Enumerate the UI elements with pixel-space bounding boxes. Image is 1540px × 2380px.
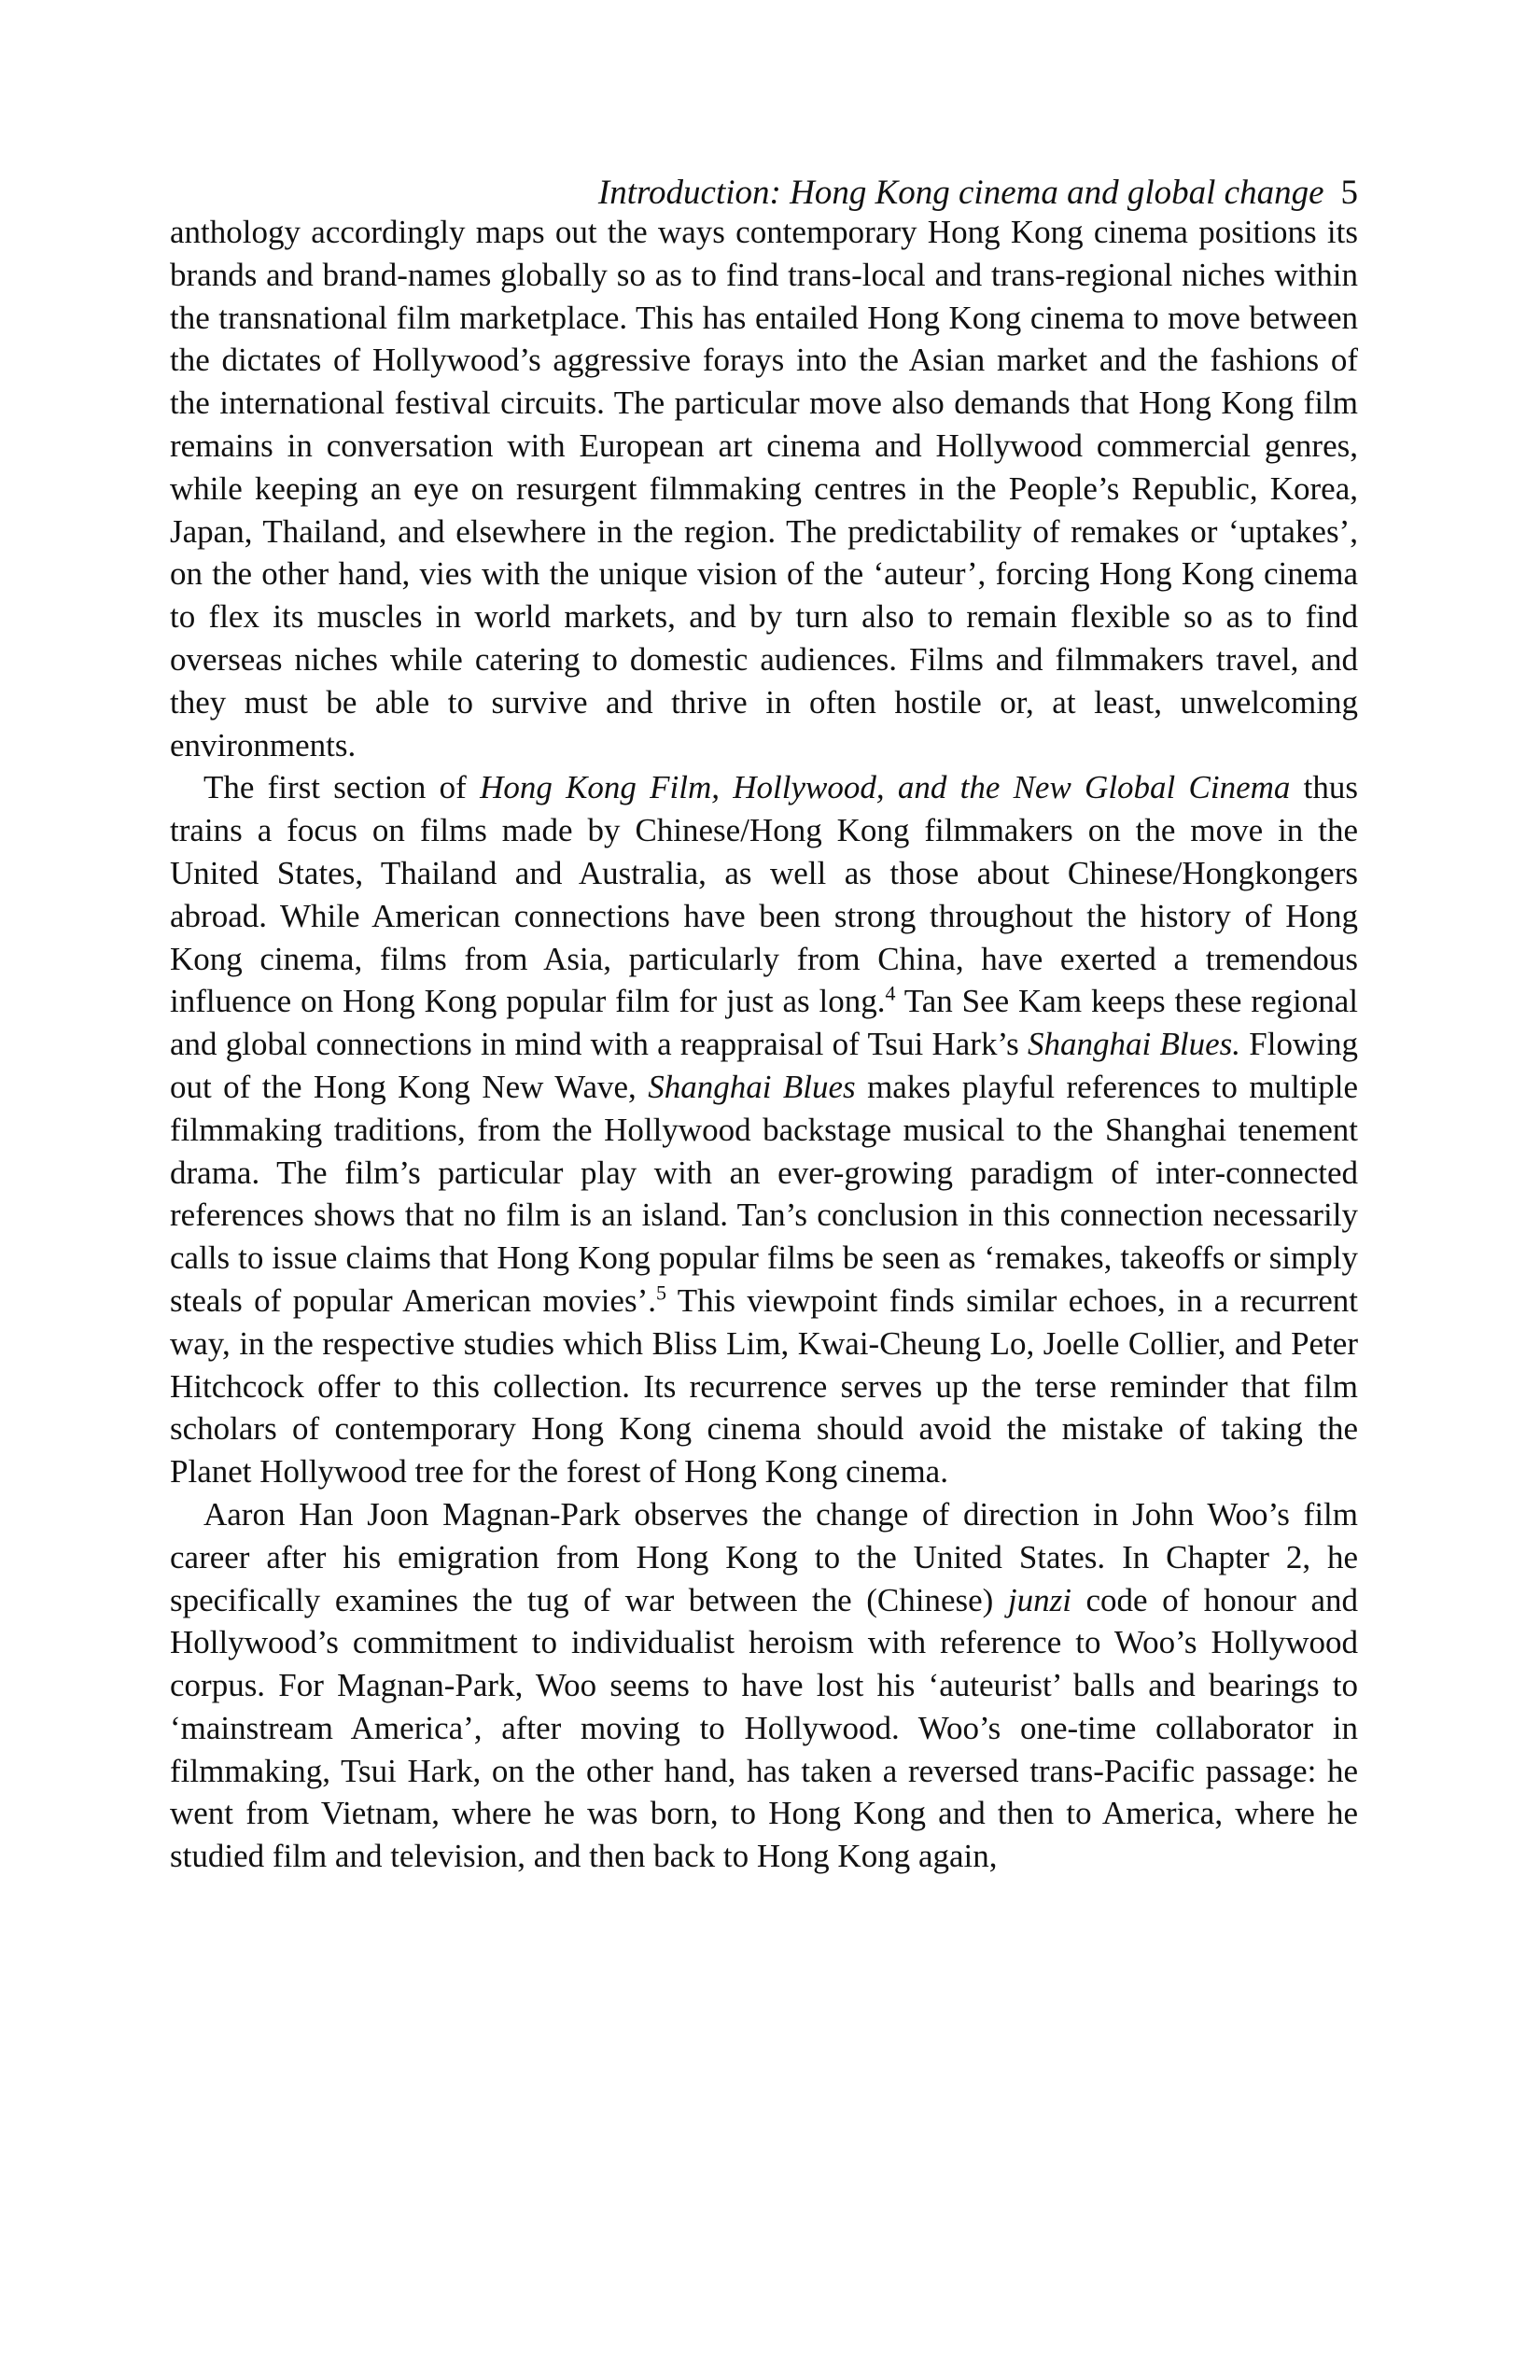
paragraph <box>170 211 1358 766</box>
text-run: This viewpoint finds similar echoes, in a recurrent way, in the respective studies which Bliss Lim, Kwai-Cheung Lo, Joelle Collier, and Peter Hitchcock offer to this collection. Its recurrence serves up the terse reminder that film scholars of contemporary Hong Kong cinema should avoid the mistake of taking the Planet Hollywood tree for the forest of Hong Kong cinema. <box>170 1281 1359 1491</box>
italic-title: Shanghai Blues <box>648 1068 856 1105</box>
text-run: makes playful references to multiple filmmaking traditions, from the Hollywood backstage musical to the Shanghai tenement drama. The film’s particular play with an ever-growing paradigm of inter-connected references shows that no film is an island. Tan’s conclusion in this connection necessarily calls to issue claims that Hong Kong popular films be seen as ‘remakes, takeoffs or simply steals of popular American movies’. <box>170 1068 1358 1319</box>
body-text <box>170 211 1358 1878</box>
italic-title: junzi <box>1007 1581 1071 1618</box>
footnote-marker: 5 <box>656 1281 666 1305</box>
page-number: 5 <box>1340 174 1358 212</box>
italic-title: Hong Kong Film, Hollywood, and the New Global Cinema <box>480 769 1291 806</box>
footnote-marker: 4 <box>885 981 896 1005</box>
text-run: Flowing out of the Hong Kong New Wave, <box>170 1026 1358 1105</box>
text-run: thus trains a focus on films made by Chinese/Hong Kong filmmakers on the move in the United States, Thailand and Australia, as well as those about Chinese/Hongkongers abroad. While American connections have been strong throughout the history of Hong Kong cinema, films from Asia, particularly from China, have exerted a tremendous influence on Hong Kong popular film for just as long. <box>170 769 1358 1020</box>
text-run: Tan See Kam keeps these regional and global connections in mind with a reappraisal of Tsui Hark’s <box>170 983 1359 1063</box>
text-run: anthology accordingly maps out the ways contemporary Hong Kong cinema positions its brands and brand-names globally so as to find trans-local and trans-regional niches within the transnational film marketplace. This has entailed Hong Kong cinema to move between the dictates of Hollywood’s aggressive forays into the Asian market and the fashions of the international festival circuits. The particular move also demands that Hong Kong film remains in conversation with European art cinema and Hollywood commercial genres, while keeping an eye on resurgent filmmaking centres in the People’s Republic, Korea, Japan, Thailand, and elsewhere in the region. The predictability of remakes or ‘uptakes’, on the other hand, vies with the unique vision of the ‘auteur’, forcing Hong Kong cinema to flex its muscles in world markets, and by turn also to remain flexible so as to find overseas niches while catering to domestic audiences. Films and filmmakers travel, and they must be able to survive and thrive in often hostile or, at least, unwelcoming environments. <box>170 214 1358 763</box>
running-head <box>170 173 1358 214</box>
paragraph <box>170 766 1358 1493</box>
italic-title: Shanghai Blues. <box>1028 1026 1241 1063</box>
text-run: code of honour and Hollywood’s commitment to individualist heroism with reference to Woo’s Hollywood corpus. For Magnan-Park, Woo seems to have lost his ‘auteurist’ balls and bearings to ‘mainstream America’, after moving to Hollywood. Woo’s one-time collaborator in filmmaking, Tsui Hark, on the other hand, has taken a reversed trans-Pacific passage: he went from Vietnam, where he was born, to Hong Kong and then to America, where he studied film and television, and then back to Hong Kong again, <box>170 1581 1358 1875</box>
text-run: Aaron Han Joon Magnan-Park observes the change of direction in John Woo’s film career after his emigration from Hong Kong to the United States. In Chapter 2, he specifically examines the tug of war between the (Chinese) <box>170 1495 1358 1618</box>
paragraph <box>170 1493 1358 1878</box>
text-run: The first section of <box>203 769 481 806</box>
running-head-title: Introduction: Hong Kong cinema and global change <box>597 174 1324 212</box>
